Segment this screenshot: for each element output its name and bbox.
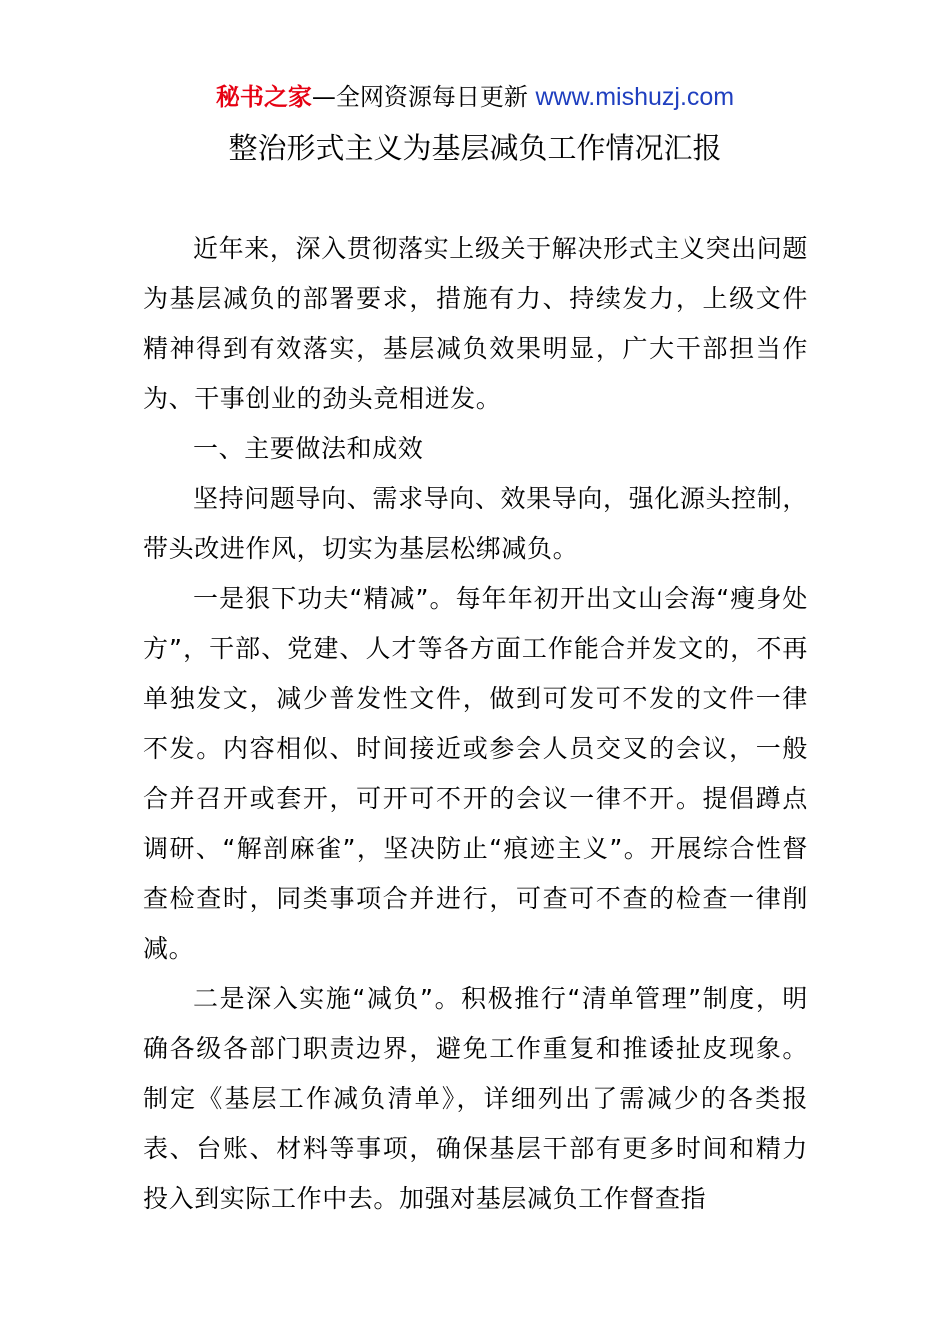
site-tagline: —全网资源每日更新 [311, 83, 528, 111]
section-heading-main-practices: 一、主要做法和成效 [193, 434, 424, 463]
site-header [0, 80, 950, 114]
site-brand: 秘书之家 [215, 83, 312, 111]
paragraph-intro: 近年来，深入贯彻落实上级关于解决形式主义突出问题为基层减负的部署要求，措施有力、持续发力，上级文件精神得到有效落实，基层减负效果明显，广大干部担当作为、干事创业的劲头竞相迸发。 [143, 234, 808, 413]
document-body [143, 224, 808, 1224]
paragraph-orientation: 坚持问题导向、需求导向、效果导向，强化源头控制，带头改进作风，切实为基层松绑减负。 [143, 484, 808, 563]
site-url-link[interactable]: www.mishuzj.com [535, 83, 735, 111]
paragraph-streamlining: 一是狠下功夫“精减”。每年年初开出文山会海“瘦身处方”，干部、党建、人才等各方面工作能合并发文的，不再单独发文，减少普发性文件，做到可发可不发的文件一律不发。内容相似、时间接近或参会人员交叉的会议，一般合并召开或套开，可开可不开的会议一律不开。提倡蹲点调研、“解剖麻雀”，坚决防止“痕迹主义”。开展综合性督查检查时，同类事项合并进行，可查可不查的检查一律削减。 [143, 584, 808, 963]
paragraph-burden-reduction: 二是深入实施“减负”。积极推行“清单管理”制度，明确各级各部门职责边界，避免工作重复和推诿扯皮现象。制定《基层工作减负清单》，详细列出了需减少的各类报表、台账、材料等事项，确保基层干部有更多时间和精力投入到实际工作中去。加强对基层减负工作督查指 [143, 984, 808, 1213]
document-title: 整治形式主义为基层减负工作情况汇报 [228, 131, 722, 165]
